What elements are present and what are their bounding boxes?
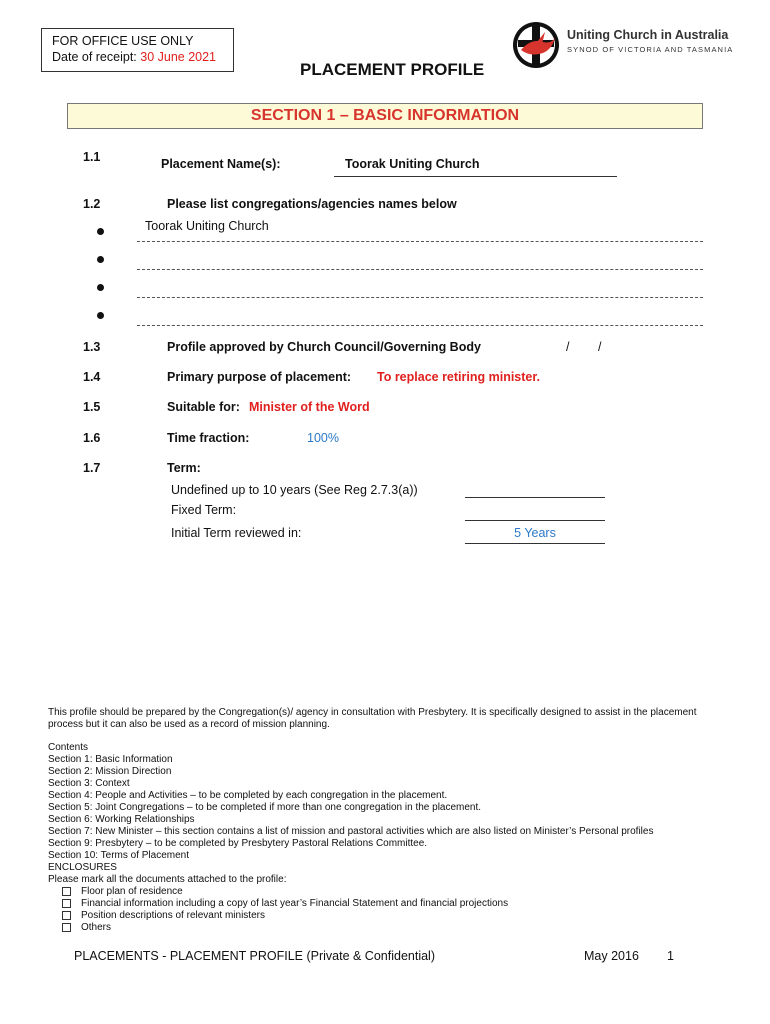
time-fraction-value[interactable]: 100% [307,431,339,445]
intro-paragraph: This profile should be prepared by the Congregation(s)/ agency in consultation with Presbytery. It is specifically designed to assist in the placement process but it can also be used as a record of mission planning. [48,707,697,730]
primary-purpose-value[interactable]: To replace retiring minister. [377,370,541,384]
item-number-1-1: 1.1 [83,150,101,164]
enclosure-label: Financial information including a copy of last year’s Financial Statement and financial projections [81,898,509,909]
undefined-term-line[interactable] [465,497,605,498]
office-use-box [41,28,234,72]
item-number-1-4: 1.4 [83,370,101,384]
approval-date-separator: / [598,340,602,354]
enclosure-label: Floor plan of residence [81,886,183,897]
contents-item: Section 2: Mission Direction [48,766,172,777]
congregation-entry-line [137,241,703,242]
receipt-label: Date of receipt: [52,50,137,64]
bullet [97,228,104,235]
suitable-for-value[interactable]: Minister of the Word [249,400,370,414]
document-title: PLACEMENT PROFILE [300,60,485,79]
item-number-1-2: 1.2 [83,197,101,211]
footer-title: PLACEMENTS - PLACEMENT PROFILE (Private & Confidential) [74,949,435,963]
checkbox[interactable] [62,911,71,920]
footer-date: May 2016 [584,949,639,963]
congregation-entry-line [137,297,703,298]
item-number-1-3: 1.3 [83,340,101,354]
congregation-entry-line [137,269,703,270]
approval-label: Profile approved by Church Council/Governing Body [167,340,481,354]
term-label: Term: [167,461,201,475]
date-of-receipt [52,49,233,65]
enclosure-item [48,886,748,898]
fixed-term-label: Fixed Term: [171,503,237,517]
time-fraction-label: Time fraction: [167,431,250,445]
congregations-label: Please list congregations/agencies names below [167,197,457,211]
item-number-1-7: 1.7 [83,461,101,475]
enclosure-label: Others [81,922,112,933]
enclosure-item [48,898,748,910]
uniting-church-emblem-icon [511,20,561,70]
primary-purpose-label: Primary purpose of placement: [167,370,352,384]
initial-term-line [465,543,605,544]
item-number-1-6: 1.6 [83,431,101,445]
enclosures-heading: ENCLOSURES [48,862,117,873]
contents-item: Section 5: Joint Congregations – to be completed if more than one congregation in the placement. [48,802,482,813]
congregation-entry-line [137,325,703,326]
contents-item: Section 4: People and Activities – to be completed by each congregation in the placement. [48,790,448,801]
placement-name-label: Placement Name(s): [161,157,281,171]
contents-item: Section 9: Presbytery – to be completed by Presbytery Pastoral Relations Committee. [48,838,428,849]
checkbox[interactable] [62,887,71,896]
section-heading: SECTION 1 – BASIC INFORMATION [67,103,703,129]
contents-item: Section 1: Basic Information [48,754,173,765]
bullet [97,284,104,291]
congregation-entry[interactable]: Toorak Uniting Church [145,219,269,233]
contents-item: Section 6: Working Relationships [48,814,195,825]
enclosure-item [48,922,748,934]
enclosures-instruction: Please mark all the documents attached to the profile: [48,874,287,885]
contents-item: Section 10: Terms of Placement [48,850,189,861]
synod-name: SYNOD OF VICTORIA AND TASMANIA [567,45,734,54]
church-logo [511,20,734,70]
item-number-1-5: 1.5 [83,400,101,414]
initial-term-label: Initial Term reviewed in: [171,526,302,540]
suitable-for-label: Suitable for: [167,400,240,414]
contents-heading: Contents [48,742,89,753]
approval-date-separator: / [566,340,570,354]
fixed-term-line[interactable] [465,520,605,521]
church-name: Uniting Church in Australia [567,28,729,42]
checkbox[interactable] [62,923,71,932]
contents-item: Section 7: New Minister – this section contains a list of mission and pastoral activities which are also listed on Minister’s Personal profiles [48,826,654,837]
enclosure-label: Position descriptions of relevant ministers [81,910,265,921]
contents-block [48,742,748,934]
undefined-term-label: Undefined up to 10 years (See Reg 2.7.3(a)) [171,483,418,497]
bullet [97,312,104,319]
receipt-value: 30 June 2021 [140,50,217,64]
office-use-heading: FOR OFFICE USE ONLY [52,34,194,48]
initial-term-value[interactable]: 5 Years [514,526,556,540]
contents-item: Section 3: Context [48,778,130,789]
bullet [97,256,104,263]
placement-name-underline [334,176,617,177]
placement-name-value[interactable]: Toorak Uniting Church [345,157,480,171]
enclosure-item [48,910,748,922]
checkbox[interactable] [62,899,71,908]
page-number: 1 [667,949,674,963]
